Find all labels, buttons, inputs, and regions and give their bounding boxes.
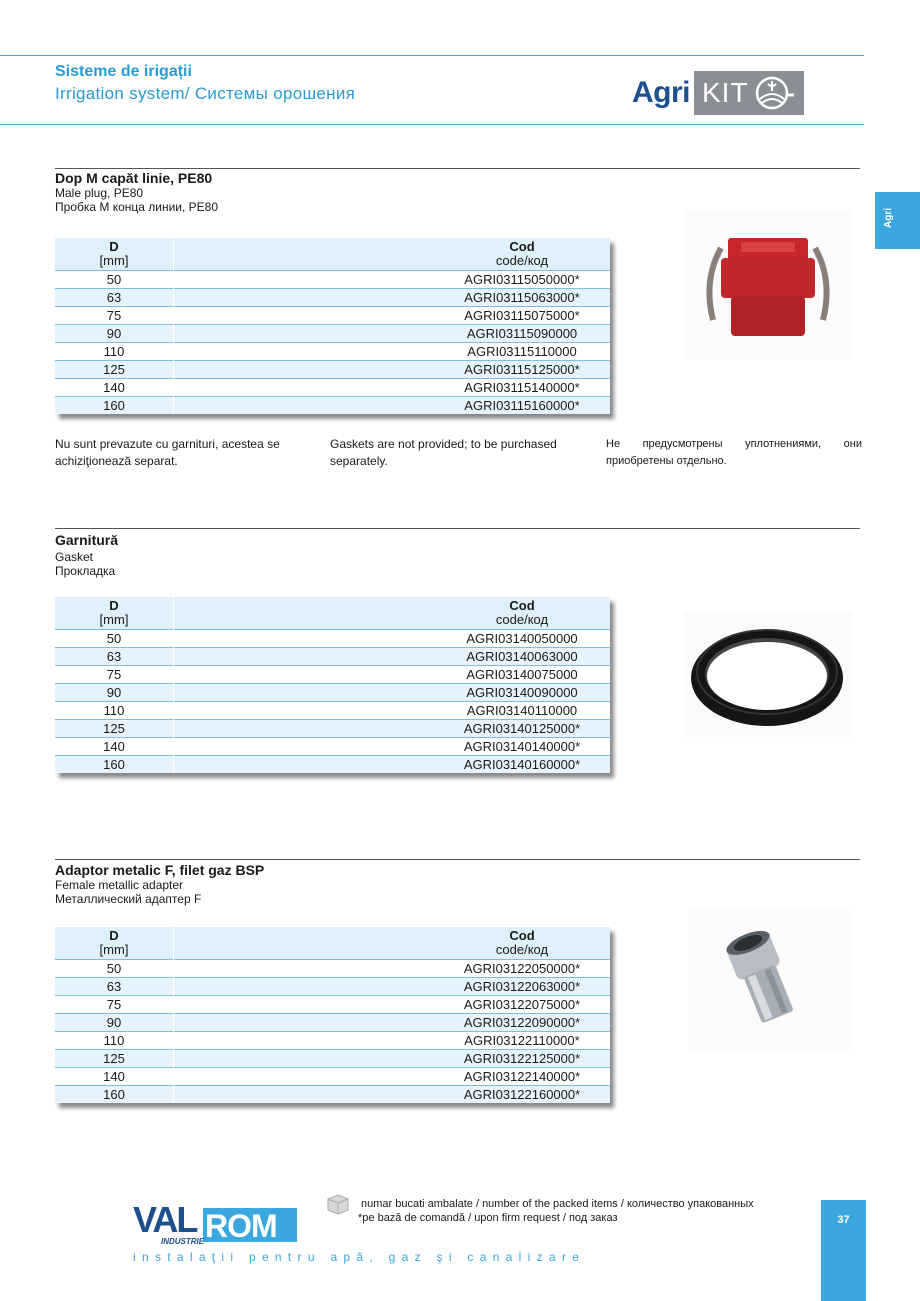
- table-row: [55, 1014, 610, 1032]
- cell-code: AGRI03115110000: [434, 343, 610, 361]
- cell-code: AGRI03122075000*: [434, 996, 610, 1014]
- footer-tagline: instalaţii pentru apă, gaz şi canalizare: [133, 1250, 586, 1264]
- col-header-spacer: [174, 927, 435, 960]
- cell-code: AGRI03122110000*: [434, 1032, 610, 1050]
- cell-code: AGRI03122140000*: [434, 1068, 610, 1086]
- col-header-d-unit: [mm]: [99, 942, 129, 957]
- header-top-rule: [0, 55, 864, 56]
- cell-d: 90: [55, 1014, 174, 1032]
- table-row: [55, 702, 610, 720]
- agrikit-logo: [632, 70, 804, 116]
- cell-d: 110: [55, 343, 174, 361]
- cell-code: AGRI03140090000: [434, 684, 610, 702]
- cell-d: 50: [55, 630, 174, 648]
- logo-agri-text: Agri: [632, 76, 690, 109]
- section-2-subtitle-ru: Прокладка: [55, 564, 116, 578]
- table-row: [55, 720, 610, 738]
- valrom-logo-text: VAL: [133, 1199, 197, 1240]
- cell-code: AGRI03115050000*: [434, 271, 610, 289]
- section-1-subtitle-en: Male plug, PE80: [55, 186, 144, 200]
- table-row: [55, 630, 610, 648]
- col-header-d-unit: [mm]: [99, 612, 129, 627]
- section-1-rule: [55, 168, 860, 169]
- section-2-rule: [55, 528, 860, 529]
- col-header-d-unit: [mm]: [99, 253, 129, 268]
- cell-d: 90: [55, 684, 174, 702]
- col-header-d: [55, 238, 174, 271]
- logo-kit-text: KIT: [702, 77, 749, 108]
- cell-code: AGRI03140160000*: [434, 756, 610, 774]
- table-row: [55, 325, 610, 343]
- cell-code: AGRI03140075000: [434, 666, 610, 684]
- table-row: [55, 289, 610, 307]
- cell-code: AGRI03140140000*: [434, 738, 610, 756]
- table-row: [55, 379, 610, 397]
- cell-d: 140: [55, 1068, 174, 1086]
- col-header-d-label: D: [109, 928, 119, 943]
- gasket-image: [683, 612, 853, 737]
- col-header-cod-label: Cod: [509, 928, 535, 943]
- cell-d: 75: [55, 666, 174, 684]
- cell-code: AGRI03122090000*: [434, 1014, 610, 1032]
- note-ro: Nu sunt prevazute cu garnituri, acestea se achiziţionează separat.: [55, 437, 280, 468]
- header-bottom-rule: [0, 124, 864, 125]
- col-header-cod: [434, 238, 610, 271]
- male-plug-image: [683, 210, 853, 360]
- col-header-cod: [434, 597, 610, 630]
- cell-d: 63: [55, 978, 174, 996]
- table-row: [55, 1050, 610, 1068]
- section-2-subtitle-en: Gasket: [55, 550, 94, 564]
- cell-d: 75: [55, 307, 174, 325]
- cell-code: AGRI03122160000*: [434, 1086, 610, 1104]
- metallic-adapter-image: [688, 910, 853, 1050]
- note-packed-items: numar bucati ambalate / number of the packed items / количество упакованных: [361, 1198, 754, 1210]
- col-header-d-label: D: [109, 598, 119, 613]
- cell-d: 110: [55, 1032, 174, 1050]
- table-row: [55, 1032, 610, 1050]
- section-3-subtitle-en: Female metallic adapter: [55, 878, 184, 892]
- col-header-cod-label: Cod: [509, 239, 535, 254]
- section-3-rule: [55, 859, 860, 860]
- cell-code: AGRI03115075000*: [434, 307, 610, 325]
- cell-d: 160: [55, 756, 174, 774]
- section-2-table: [55, 597, 610, 773]
- footer-notes: [358, 1197, 754, 1225]
- table-row: [55, 756, 610, 774]
- cell-code: AGRI03122050000*: [434, 960, 610, 978]
- valrom-logo-subtext: INDUSTRIE: [161, 1237, 205, 1246]
- cell-code: AGRI03122125000*: [434, 1050, 610, 1068]
- cell-code: AGRI03122063000*: [434, 978, 610, 996]
- cell-code: AGRI03140110000: [434, 702, 610, 720]
- table-row: [55, 684, 610, 702]
- table-row: [55, 960, 610, 978]
- table-row: [55, 1086, 610, 1104]
- section-side-tab: [875, 192, 920, 249]
- table-row: [55, 307, 610, 325]
- cell-code: AGRI03115140000*: [434, 379, 610, 397]
- col-header-cod-sub: code/код: [495, 942, 549, 957]
- section-1-title: Dop M capăt linie, PE80: [55, 170, 213, 186]
- cell-code: AGRI03140125000*: [434, 720, 610, 738]
- note-en: Gaskets are not provided; to be purchased separately.: [330, 437, 557, 468]
- col-header-spacer: [174, 597, 435, 630]
- note-firm-request: *pe bază de comandă / upon firm request / под заказ: [358, 1212, 618, 1224]
- valrom-logo: [133, 1198, 298, 1251]
- table-row: [55, 397, 610, 415]
- table-row: [55, 343, 610, 361]
- header-title: Sisteme de irigații: [55, 63, 192, 80]
- page-number-box: [821, 1200, 866, 1301]
- cell-d: 110: [55, 702, 174, 720]
- cell-d: 63: [55, 648, 174, 666]
- col-header-d: [55, 927, 174, 960]
- page-number: 37: [837, 1214, 850, 1226]
- col-header-cod-sub: code/код: [495, 612, 549, 627]
- section-1-subtitle-ru: Пробка М конца линии, PE80: [55, 200, 219, 214]
- cell-d: 90: [55, 325, 174, 343]
- svg-text:ROM: ROM: [205, 1208, 277, 1244]
- cell-d: 63: [55, 289, 174, 307]
- section-3-table: [55, 927, 610, 1103]
- header-subtitle: Irrigation system/ Системы орошения: [55, 84, 356, 103]
- cell-d: 160: [55, 397, 174, 415]
- table-row: [55, 1068, 610, 1086]
- field-emblem-icon: [752, 75, 796, 111]
- package-box-icon: [326, 1193, 350, 1215]
- section-2-title: Garnitură: [55, 532, 119, 548]
- cell-d: 75: [55, 996, 174, 1014]
- cell-code: AGRI03115125000*: [434, 361, 610, 379]
- cell-d: 50: [55, 960, 174, 978]
- valrom-logo-mark: [133, 1198, 298, 1246]
- section-1-table: [55, 238, 610, 414]
- cell-d: 125: [55, 1050, 174, 1068]
- cell-code: AGRI03140050000: [434, 630, 610, 648]
- section-3-subtitle-ru: Металлический адаптер F: [55, 892, 202, 906]
- side-tab-label: Agri: [883, 208, 894, 228]
- col-header-cod: [434, 927, 610, 960]
- col-header-cod-label: Cod: [509, 598, 535, 613]
- table-row: [55, 996, 610, 1014]
- table-row: [55, 648, 610, 666]
- table-row: [55, 666, 610, 684]
- col-header-d: [55, 597, 174, 630]
- cell-d: 140: [55, 738, 174, 756]
- logo-kit-box: [694, 71, 804, 115]
- section-3-title: Adaptor metalic F, filet gaz BSP: [55, 862, 265, 878]
- col-header-d-label: D: [109, 239, 119, 254]
- cell-d: 160: [55, 1086, 174, 1104]
- cell-d: 125: [55, 720, 174, 738]
- cell-code: AGRI03115090000: [434, 325, 610, 343]
- table-row: [55, 978, 610, 996]
- table-row: [55, 271, 610, 289]
- cell-d: 50: [55, 271, 174, 289]
- col-header-cod-sub: code/код: [495, 253, 549, 268]
- cell-code: AGRI03140063000: [434, 648, 610, 666]
- table-row: [55, 738, 610, 756]
- col-header-spacer: [174, 238, 435, 271]
- table-row: [55, 361, 610, 379]
- cell-d: 140: [55, 379, 174, 397]
- note-ru: Не предусмотрены уплотнениями, они приобретены отдельно.: [606, 438, 862, 467]
- cell-code: AGRI03115063000*: [434, 289, 610, 307]
- cell-code: AGRI03115160000*: [434, 397, 610, 415]
- cell-d: 125: [55, 361, 174, 379]
